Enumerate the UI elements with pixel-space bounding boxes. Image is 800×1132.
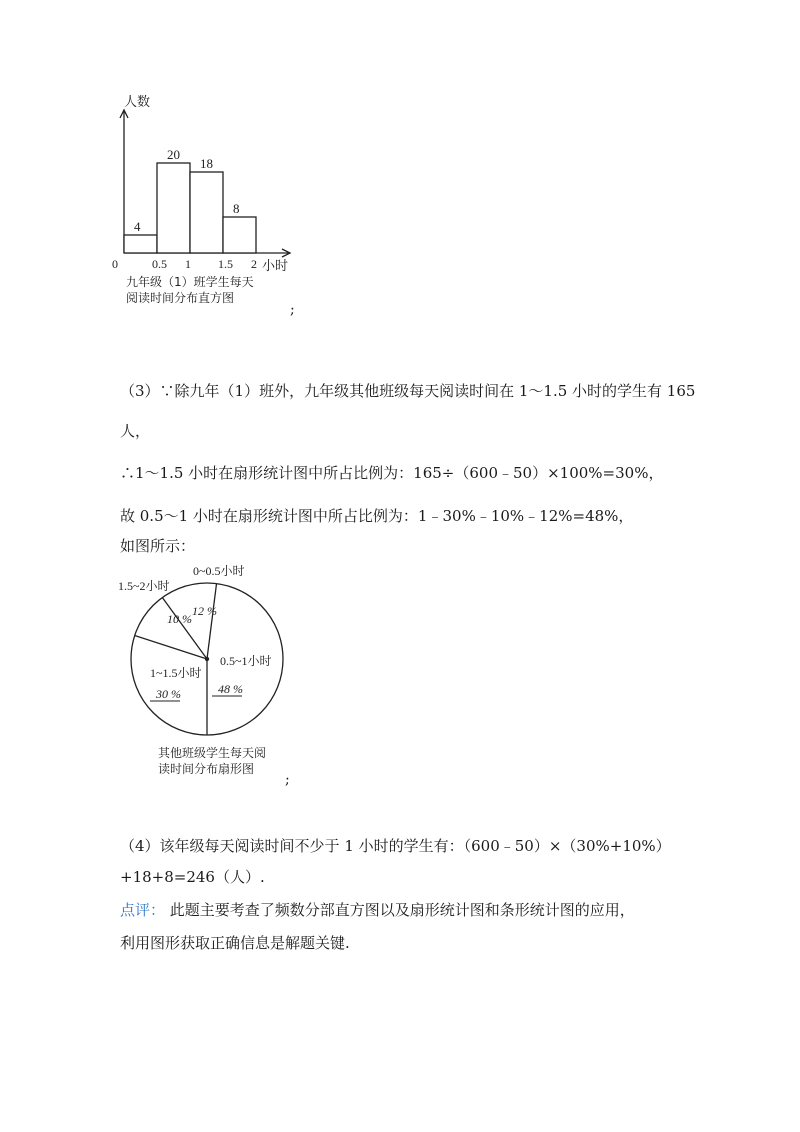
pie-center bbox=[205, 657, 209, 661]
bar-0 bbox=[124, 235, 157, 253]
x-tick-4: 2 bbox=[251, 257, 257, 271]
p4-line2: +18+8=246（人）. bbox=[120, 868, 265, 886]
p3-line5: 如图所示： bbox=[120, 537, 196, 555]
histogram-caption-line1: 九年级（1）班学生每天 bbox=[126, 275, 254, 289]
pie-caption-line2: 读时间分布扇形图 bbox=[158, 762, 255, 776]
note-line1 bbox=[120, 899, 635, 920]
pie-label-0-0.5: 0~0.5小时 bbox=[193, 564, 245, 578]
x-tick-2: 1 bbox=[185, 257, 191, 271]
pie-caption-line1: 其他班级学生每天阅 bbox=[158, 746, 267, 760]
histogram-caption-line2: 阅读时间分布直方图 bbox=[126, 291, 235, 305]
pie-boundary-1 bbox=[135, 636, 207, 659]
histogram-xlabel: 小时 bbox=[262, 258, 289, 273]
note-text: 此题主要考查了频数分部直方图以及扇形统计图和条形统计图的应用， bbox=[165, 901, 635, 919]
pie-label-1.5-2: 1.5~2小时 bbox=[118, 579, 170, 593]
p3-line4: 故 0.5～1 小时在扇形统计图中所占比例为：1﹣30%﹣10%﹣12%=48%， bbox=[120, 507, 634, 525]
x-tick-1: 0.5 bbox=[152, 257, 167, 271]
p3-line3: ∴1～1.5 小时在扇形统计图中所占比例为：165÷（600﹣50）×100%=30%， bbox=[120, 464, 664, 482]
bar-2 bbox=[190, 172, 223, 253]
x-tick-3: 1.5 bbox=[218, 257, 233, 271]
bar-1 bbox=[157, 163, 190, 253]
note-line2: 利用图形获取正确信息是解题关键. bbox=[120, 934, 350, 952]
pie-figure bbox=[110, 555, 310, 785]
x-tick-0: 0 bbox=[112, 257, 118, 271]
semicolon-1: ; bbox=[290, 302, 295, 318]
bar-3 bbox=[223, 217, 256, 253]
semicolon-2: ; bbox=[285, 772, 290, 788]
pie-boundary-3 bbox=[207, 584, 217, 659]
pie-label-0.5-1: 0.5~1小时 bbox=[220, 654, 272, 668]
bar-label-0: 4 bbox=[134, 219, 141, 234]
pie-pct-0-0.5: 12 % bbox=[192, 604, 217, 618]
pie-pct-0.5-1: 48 % bbox=[218, 682, 243, 696]
p3-line1: （3）∵除九年（1）班外，九年级其他班级每天阅读时间在 1～1.5 小时的学生有 165 bbox=[120, 382, 696, 400]
histogram-figure bbox=[110, 88, 310, 328]
note-label: 点评： bbox=[120, 901, 166, 919]
pie-pct-1.5-2: 10 % bbox=[167, 612, 192, 626]
pie-label-1-1.5: 1~1.5小时 bbox=[150, 666, 202, 680]
histogram-tick-labels bbox=[112, 257, 257, 271]
p4-line1: （4）该年级每天阅读时间不少于 1 小时的学生有：（600﹣50）×（30%+10%） bbox=[120, 837, 671, 855]
pie-pct-1-1.5: 30 % bbox=[156, 687, 181, 701]
bar-label-2: 18 bbox=[200, 156, 213, 171]
histogram-ylabel: 人数 bbox=[124, 94, 151, 109]
bar-label-1: 20 bbox=[167, 147, 180, 162]
bar-label-3: 8 bbox=[233, 201, 240, 216]
p3-line2: 人， bbox=[120, 422, 151, 440]
